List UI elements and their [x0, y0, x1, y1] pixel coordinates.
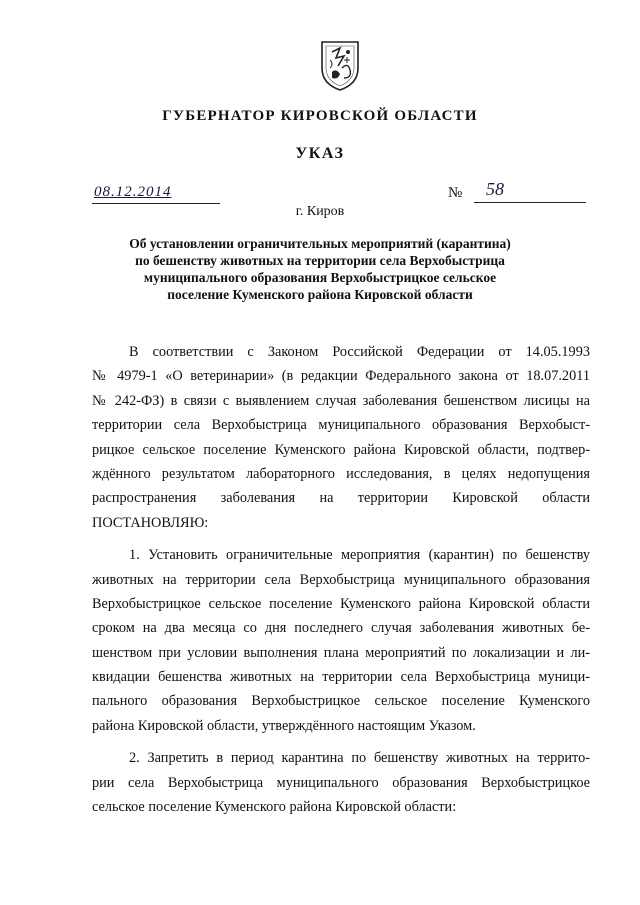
title-line: муниципального образования Верхобыстрицкое сельское — [143, 270, 497, 285]
decree-date: 08.12.2014 — [94, 184, 172, 200]
decree-heading: УКАЗ — [295, 145, 345, 162]
decree-body — [92, 340, 590, 819]
body-line: шенством при условии выполнения плана мероприятий по локализации и ли- — [92, 644, 590, 661]
body-line: сроком на два месяца со дня последнего случая заболевания животных бе- — [92, 620, 590, 637]
body-line: В соответствии с Законом Российской Федерации от 14.05.1993 — [129, 344, 590, 360]
body-line: ПОСТАНОВЛЯЮ: — [92, 514, 209, 531]
title-line: Об установлении ограничительных мероприятий (карантина) — [129, 236, 511, 251]
coat-of-arms-icon — [318, 38, 362, 92]
governor-title: ГУБЕРНАТОР КИРОВСКОЙ ОБЛАСТИ — [162, 108, 478, 124]
body-line: района Кировской области, утверждённого настоящим Указом. — [92, 717, 476, 734]
city-label: г. Киров — [295, 204, 345, 219]
body-line: пального образования Верхобыстрицкое сельское поселение Куменского — [92, 693, 590, 710]
decree-number-field — [448, 179, 588, 205]
body-line: 2. Запретить в период карантина по бешенству животных на террито- — [129, 750, 590, 767]
number-sign: № — [448, 185, 463, 201]
body-line: рицкое сельское поселение Куменского района Кировской области, подтвер- — [92, 441, 590, 458]
body-line: рии села Верхобыстрица муниципального образования Верхобыстрицкое — [92, 774, 590, 791]
body-line: ждённого результатом лабораторного исследования, в целях недопущения — [92, 465, 590, 482]
body-line: № 242-ФЗ) в связи с выявлением случая заболевания бешенством лисицы на — [92, 392, 590, 409]
decree-number: 58 — [486, 179, 504, 199]
body-line: 1. Установить ограничительные мероприятия (карантин) по бешенству — [129, 547, 590, 564]
title-line: по бешенству животных на территории села Верхобыстрица — [135, 253, 505, 268]
body-line: распространения заболевания на территории Кировской области — [92, 490, 590, 507]
body-line: территории села Верхобыстрица муниципального образования Верхобыст- — [92, 417, 590, 434]
decree-title — [120, 235, 520, 303]
body-line: Верхобыстрицкое сельское поселение Куменского района Кировской области — [92, 595, 590, 612]
number-underline — [474, 202, 586, 203]
decree-date-field — [92, 186, 222, 206]
body-line: животных на территории села Верхобыстрица муниципального образования — [92, 571, 590, 588]
body-line: № 4979-1 «О ветеринарии» (в редакции Федерального закона от 18.07.2011 — [92, 368, 590, 385]
title-line: поселение Куменского района Кировской области — [167, 287, 473, 302]
body-line: квидации бешенства животных на территории села Верхобыстрица муници- — [92, 669, 590, 686]
body-line: сельское поселение Куменского района Кировской области: — [92, 799, 457, 816]
